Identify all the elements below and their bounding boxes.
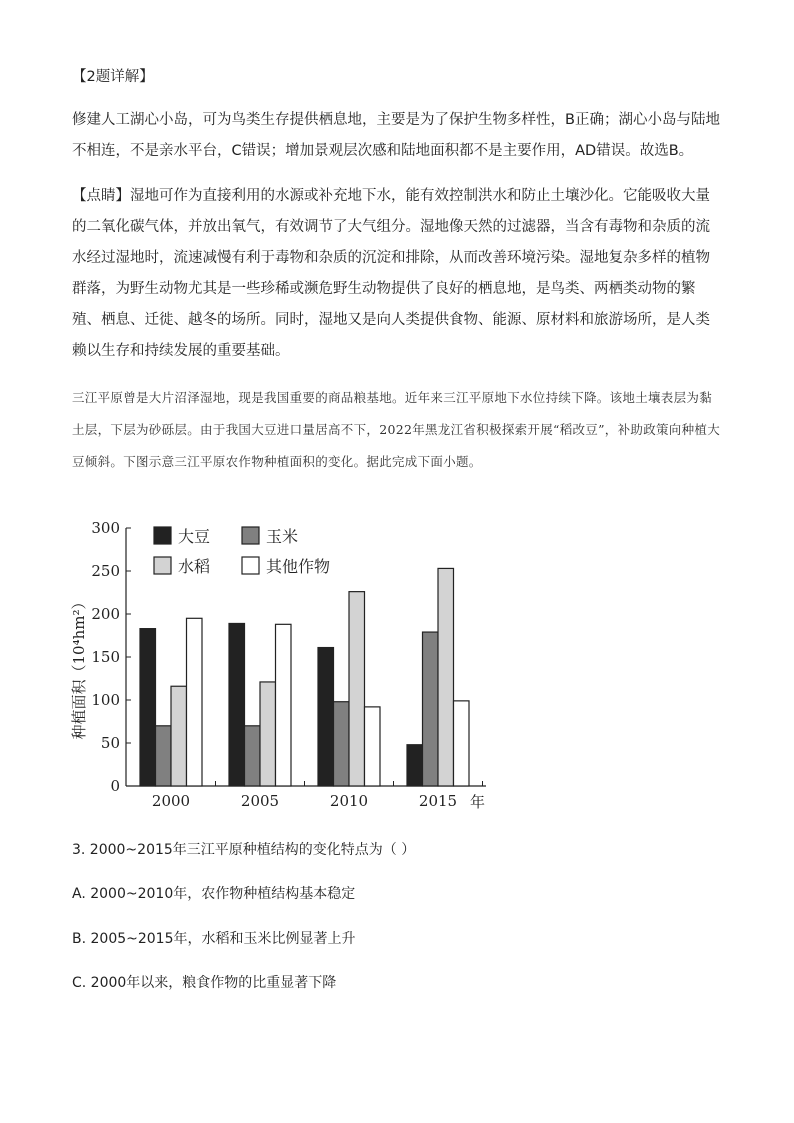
y-tick-label: 0 [110,777,120,795]
chart-svg [70,515,500,815]
bar [365,707,381,786]
y-tick-label: 200 [91,605,120,623]
x-tick-label: 2010 [329,792,369,810]
passage-intro: 三江平原曾是大片沼泽湿地，现是我国重要的商品粮基地。近年来三江平原地下水位持续下降。该地土壤表层为黏土层，下层为砂砾层。由于我国大豆进口量居高不下，2022年黑龙江省积极探索开展“稻改豆”，补助政策向种植大豆倾斜。下图示意三江平原农作物种植面积的变化。据此完成下面小题。 [72,390,720,469]
bar [245,726,261,786]
y-tick-label: 100 [91,691,120,709]
bar [260,682,276,786]
legend-label: 其他作物 [266,557,331,576]
crop-area-chart [70,515,500,815]
bar [140,629,156,786]
bar [334,702,350,786]
y-tick-label: 50 [100,734,120,752]
bar [171,686,187,786]
analysis-heading: 【2题详解】 [72,69,154,85]
option-a[interactable]: A. 2000~2010年，农作物种植结构基本稳定 [72,886,356,902]
bar [276,624,292,786]
question-stem: 3. 2000~2015年三江平原种植结构的变化特点为（ ） [72,842,416,858]
analysis-tip-text: 【点睛】湿地可作为直接利用的水源或补充地下水，能有效控制洪水和防止土壤沙化。它能吸收大量的二氧化碳气体，并放出氧气，有效调节了大气组分。湿地像天然的过滤器，当含有毒物和杂质的流水经过湿地时，流速减慢有利于毒物和杂质的沉淀和排除，从而改善环境污染。湿地复杂多样的植物群落，为野生动物尤其是一些珍稀或濒危野生动物提供了良好的栖息地，是鸟类、两栖类动物的繁殖、栖息、迁徙、越冬的场所。同时，湿地又是向人类提供食物、能源、原材料和旅游场所，是人类赖以生存和持续发展的重要基础。 [72,188,710,359]
x-tick-label: 2005 [240,792,280,810]
analysis-answer-text: 修建人工湖心小岛，可为鸟类生存提供栖息地，主要是为了保护生物多样性，B正确；湖心小岛与陆地不相连，不是亲水平台，C错误；增加景观层次感和陆地面积都不是主要作用，AD错误。故选B。 [72,112,720,159]
legend-swatch [154,527,171,544]
x-tick-label: 2015 [418,792,458,810]
y-axis-label: 种植面积（10⁴hm²） [70,594,88,740]
option-b[interactable]: B. 2005~2015年，水稻和玉米比例显著上升 [72,931,356,947]
bar [438,568,454,786]
legend-swatch [242,557,259,574]
bar [156,726,172,786]
legend-label: 大豆 [178,527,211,546]
bar [229,623,245,786]
y-tick-label: 250 [91,562,120,580]
legend-swatch [242,527,259,544]
legend-label: 玉米 [266,527,299,546]
y-tick-label: 150 [91,648,120,666]
y-tick-label: 300 [91,519,120,537]
bar [454,701,470,786]
x-tick-label: 2000 [151,792,191,810]
option-c[interactable]: C. 2000年以来，粮食作物的比重显著下降 [72,975,337,991]
legend-swatch [154,557,171,574]
bar [423,632,439,786]
bar [318,648,334,786]
x-axis-label: 年 [470,793,486,811]
bar [187,618,203,786]
legend-label: 水稻 [178,557,211,576]
bar [349,592,365,786]
bar [407,745,423,786]
